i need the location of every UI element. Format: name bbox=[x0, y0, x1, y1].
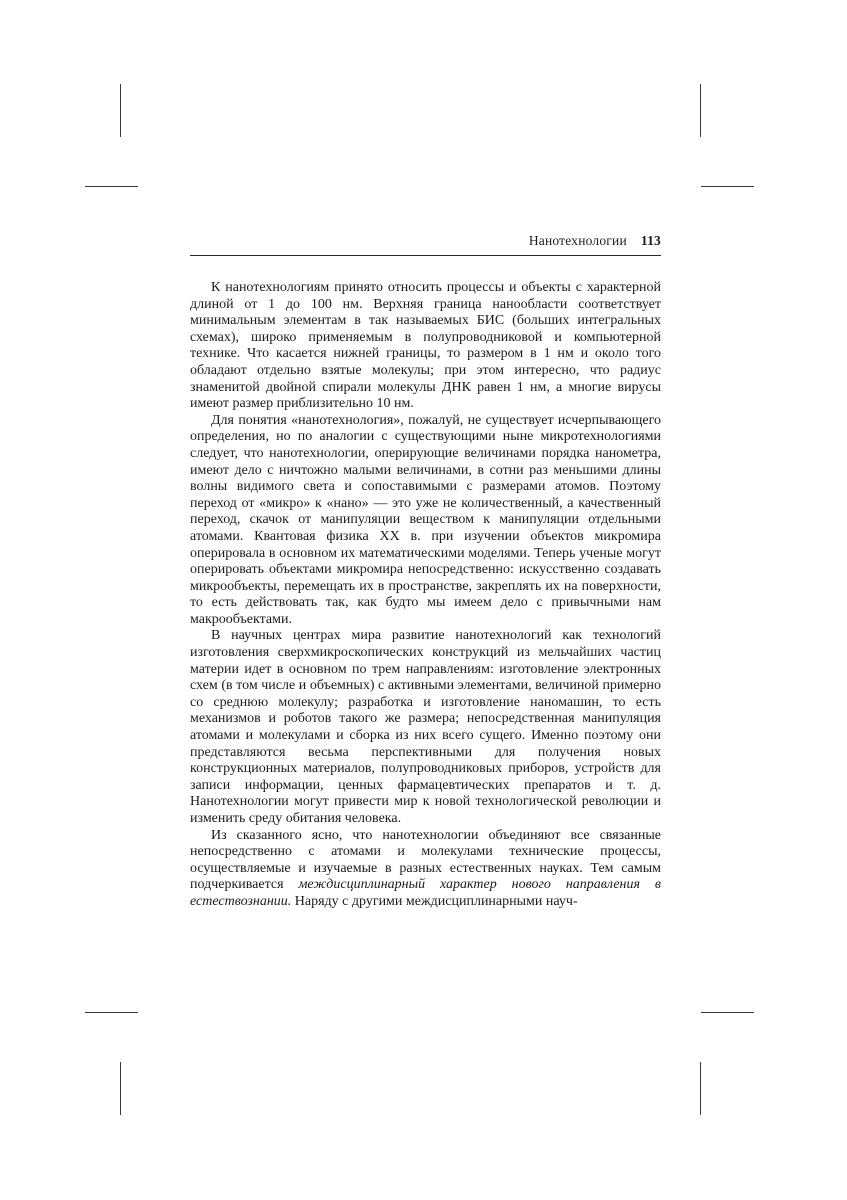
page-number: 113 bbox=[640, 233, 661, 248]
paragraph-3 bbox=[190, 628, 661, 827]
chapter-title: Нанотехнологии bbox=[528, 233, 627, 248]
paragraph-text: В научных центрах мира развитие нанотехнологий как технологий изготовления сверхмикроскопических конструкций из мельчайших частиц материи идет в основном по трем направлениям: изготовление электронных схем (в том числе и объемных) с активными элементами, величиной примерно со среднюю молекулу; разработка и изготовление наномашин, то есть механизмов и роботов такого же размера; непосредственная манипуляция атомами и молекулами и сборка из них всего сущего. Именно поэтому они представляются весьма перспективными для получения новых конструкционных материалов, полупроводниковых приборов, устройств для записи информации, ценных фармацевтических препаратов и т. д. Нанотехнологии могут привести мир к новой технологической революции и изменить среду обитания человека. bbox=[190, 628, 661, 826]
crop-mark-left-top-horizontal bbox=[85, 186, 138, 187]
header-rule bbox=[190, 255, 661, 256]
paragraph-text: Для понятия «нанотехнология», пожалуй, не существует исчерпывающего определения, но по аналогии с существующими ныне микротехнологиями следует, что нанотехнологии, оперирующие величинами порядка нанометра, имеют дело с ничтожно малыми величинами, в сотни раз меньшими длины волны видимого света и сопоставимыми с размерами атомов. Поэтому переход от «микро» к «нано» — это уже не количественный, а качественный переход, скачок от манипуляции веществом к манипуляции отдельными атомами. Квантовая физика XX в. при изучении объектов микромира оперировала в основном их математическими моделями. Теперь ученые могут оперировать объектами микромира непосредственно: искусственно создавать микрообъекты, перемещать их в пространстве, закреплять их на поверхности, то есть действовать так, как будто мы имеем дело с привычными нам макрообъектами. bbox=[190, 412, 661, 627]
paragraph-1 bbox=[190, 280, 661, 413]
text-block bbox=[190, 233, 661, 911]
crop-mark-right-top-horizontal bbox=[701, 186, 754, 187]
paragraph-2 bbox=[190, 413, 661, 629]
paragraph-4 bbox=[190, 828, 661, 911]
running-header bbox=[190, 233, 661, 248]
paragraph-text: К нанотехнологиям принято относить процессы и объекты с характерной длиной от 1 до 100 нм. Верхняя граница нанообласти соответствует минимальным элементам в так называемых БИС (больших интегральных схемах), широко применяемым в полупроводниковой и компьютерной технике. Что касается нижней границы, то размером в 1 нм и около того обладают отдельно взятые молекулы; при этом интересно, что радиус знаменитой двойной спирали молекулы ДНК равен 1 нм, а многие вирусы имеют размер приблизительно 10 нм. bbox=[190, 280, 661, 412]
crop-mark-top-right-vertical bbox=[700, 84, 701, 137]
paragraph-text: Наряду с другими междисциплинарными науч- bbox=[291, 893, 578, 909]
crop-mark-right-bottom-horizontal bbox=[701, 1012, 754, 1013]
crop-mark-bottom-right-vertical bbox=[700, 1062, 701, 1115]
article-body bbox=[190, 280, 661, 911]
crop-mark-bottom-left-vertical bbox=[120, 1062, 121, 1115]
paragraph-text: Из сказанного ясно, что нанотехнологии объединяют все связанные непосредственно с атомами и молекулами технические процессы, осуществляемые и изучаемые в разных естественных науках. Тем самым подчеркивается bbox=[190, 827, 661, 893]
crop-mark-left-bottom-horizontal bbox=[85, 1012, 138, 1013]
paragraph-text-italic: междисциплинарный характер нового направления в естествознании. bbox=[190, 877, 661, 909]
crop-mark-top-left-vertical bbox=[120, 84, 121, 137]
